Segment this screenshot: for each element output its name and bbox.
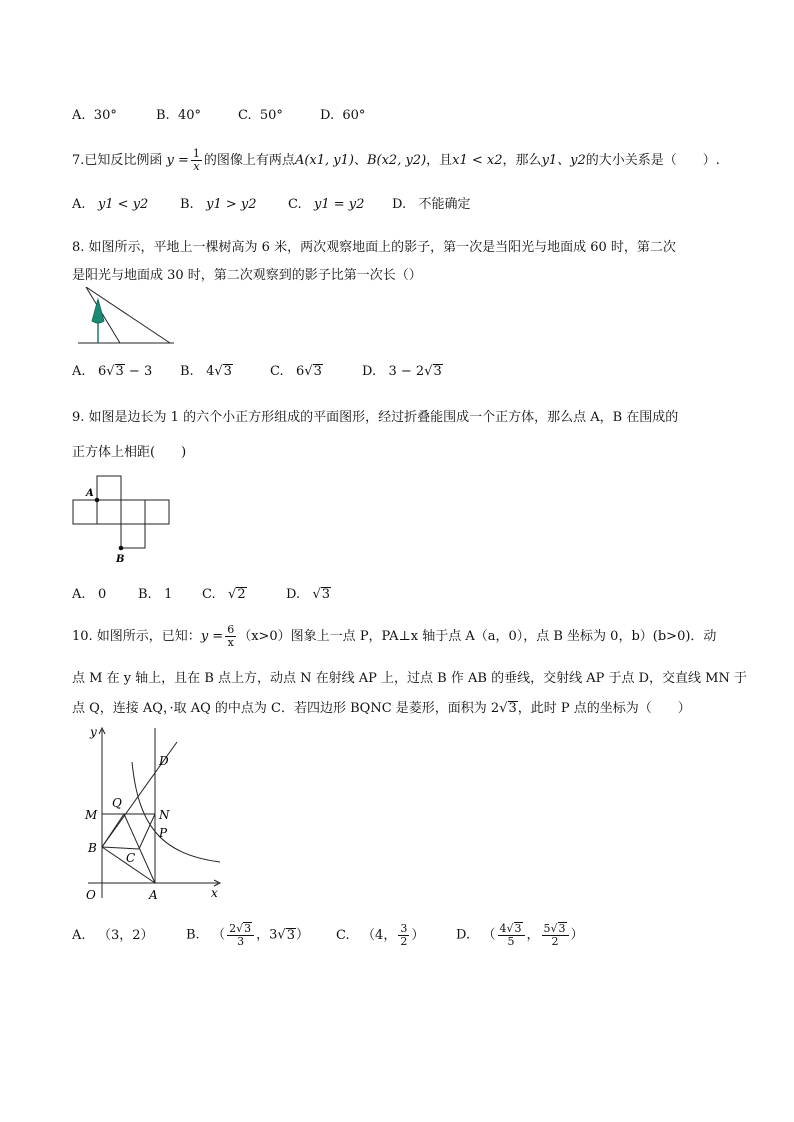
- q8-option-a: A. 6√3 − 3: [72, 364, 153, 379]
- graph-label-a: A: [149, 888, 158, 902]
- net-square-row-2: [97, 500, 121, 524]
- label-b: B: [116, 554, 125, 565]
- graph-label-o: O: [86, 888, 96, 902]
- q10-graph-figure: [80, 722, 230, 904]
- point-b: [119, 546, 124, 551]
- q9-question-line1: 9. 如图是边长为 1 的六个小正方形组成的平面图形，经过折叠能围成一个正方体，那么点 A，B 在围成的: [72, 410, 679, 425]
- q10-question-line1: 10. 如图所示，已知：y = $\frac{6}{x}$ （x>0）图象上一点 P，PA⊥x 轴于点 A（a，0），点 B 坐标为 0，b）(b>0)．动: [72, 623, 717, 650]
- q10-question-line2: 点 M 在 y 轴上，且在 B 点上方，动点 N 在射线 AP 上，过点 B 作 AB 的垂线，交射线 AP 于点 D，交直线 MN 于: [72, 671, 747, 686]
- q8-options: [72, 364, 443, 379]
- q9-option-b: B. 1: [138, 587, 173, 602]
- q8-tree-figure: [74, 287, 178, 347]
- graph-label-x: x: [211, 886, 218, 900]
- q7-options: [72, 193, 471, 212]
- q7-question: 7.已知反比例函 y = $\frac{1}{x}$ 的图像上有两点A(x1, y1)、B(x2, y2)，且x1 < x2，那么y1、y2的大小关系是（ ）.: [72, 147, 720, 174]
- net-square-row-4: [145, 500, 169, 524]
- q10-option-c: C. （4， $\frac{3}{2}$ ）: [336, 921, 425, 948]
- graph-label-y: y: [90, 725, 97, 739]
- net-square-row-1: [73, 500, 97, 524]
- tree-crown: [92, 299, 104, 323]
- graph-label-q: Q: [112, 796, 122, 810]
- graph-label-d: D: [159, 754, 169, 768]
- q8-option-c: C. 6√3: [270, 364, 322, 379]
- q6-option-c: C. 50°: [238, 108, 283, 123]
- q7-option-a: A. y1 < y2: [72, 197, 149, 212]
- hyperbola-curve: [132, 762, 220, 862]
- q10-fraction: $\frac{6}{x}$: [227, 623, 235, 650]
- q9-cube-net-figure: [66, 474, 176, 570]
- q6-options: [72, 108, 365, 123]
- line-bc: [102, 847, 139, 849]
- net-square-bottom: [121, 524, 145, 548]
- q8-question-line2: 是阳光与地面成 30 时，第二次观察到的影子比第一次长（）: [72, 268, 422, 283]
- q6-option-d: D. 60°: [320, 108, 366, 123]
- q9-option-d: D. √3: [286, 587, 331, 602]
- graph-label-c: C: [126, 851, 136, 865]
- point-a: [95, 498, 100, 503]
- q6-option-a: A. 30°: [72, 108, 117, 123]
- net-square-row-3: [121, 500, 145, 524]
- q7-option-d: D. 不能确定: [392, 197, 471, 212]
- q6-option-b: B. 40°: [156, 108, 201, 123]
- line-bq: [102, 814, 124, 847]
- q10-question-line3: 点 Q，连接 AQ，·取 AQ 的中点为 C．若四边形 BQNC 是菱形，面积为 2√3，此时 P 点的坐标为（ ）: [72, 701, 691, 716]
- graph-label-b: B: [88, 841, 97, 855]
- q9-question-line2: 正方体上相距( ): [72, 445, 187, 460]
- q7-option-c: C. y1 = y2: [288, 197, 365, 212]
- q9-option-a: A. 0: [72, 587, 107, 602]
- q8-option-b: B. 4√3: [180, 364, 232, 379]
- q8-option-d: D. 3 − 2√3: [362, 364, 442, 379]
- q7-fraction: $\frac{1}{x}$: [192, 147, 200, 174]
- label-a: A: [86, 488, 94, 499]
- net-square-top: [97, 476, 121, 500]
- graph-label-p: P: [159, 826, 168, 840]
- graph-label-n: N: [159, 808, 170, 822]
- q10-option-d: D. （ $\frac{4√3}{5}$ ， $\frac{5√3}{2}$ ）: [456, 922, 584, 949]
- q10-options: [72, 922, 584, 948]
- q9-option-c: C. √2: [202, 587, 246, 602]
- graph-label-m: M: [85, 808, 98, 822]
- q7-option-b: B. y1 > y2: [180, 197, 257, 212]
- sun-ray-60: [86, 287, 120, 343]
- q9-options: [72, 587, 331, 602]
- q8-question-line1: 8. 如图所示，平地上一棵树高为 6 米，两次观察地面上的影子，第一次是当阳光与地面成 60 时，第二次: [72, 240, 676, 255]
- q10-option-a: A. （3，2）: [72, 927, 154, 943]
- q10-option-b: B. （ $\frac{2√3}{3}$ ，3√3）: [186, 922, 309, 949]
